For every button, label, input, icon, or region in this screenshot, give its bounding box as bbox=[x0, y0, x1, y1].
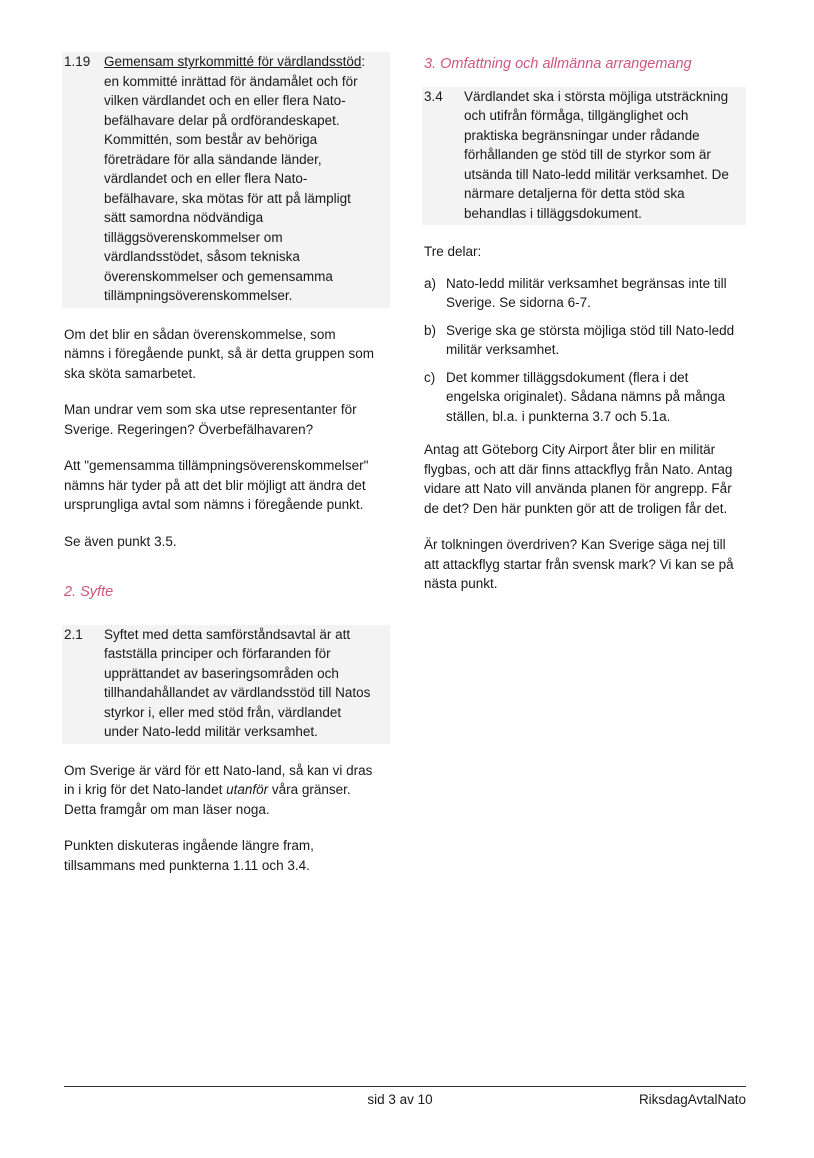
commentary-paragraph: Punkten diskuteras ingående längre fram, tillsammans med punkterna 1.11 och 3.4. bbox=[64, 838, 314, 873]
list-item: b) Sverige ska ge största möjliga stöd till Nato-ledd militär verksamhet. bbox=[424, 321, 746, 360]
section-title: Gemensam styrkommitté för värdlandsstöd bbox=[104, 54, 362, 69]
section-heading-omfattning: 3. Omfattning och allmänna arrangemang bbox=[424, 56, 692, 72]
quote-line: tilläggsöverenskommelser om bbox=[104, 229, 283, 245]
footer-divider bbox=[64, 1086, 746, 1087]
quote-line: en kommitté inrättad för ändamålet och för bbox=[104, 73, 358, 89]
commentary-paragraph: Se även punkt 3.5. bbox=[64, 533, 177, 549]
list-item: c) Det kommer tilläggsdokument (flera i det engelska originalet). Sådana nämns på många ställen, bl.a. i punkterna 3.7 och 5.1a. bbox=[424, 368, 746, 427]
quote-line: tillämpningsöverenskommelser. bbox=[104, 288, 293, 303]
list-letter: a) bbox=[424, 275, 437, 291]
quote-line: överenskommelser och gemensamma bbox=[104, 268, 333, 284]
commentary-paragraph: Är tolkningen överdriven? Kan Sverige säga nej till att attackflyg startar från svensk mark? Vi kan se på nästa punkt. bbox=[424, 537, 734, 591]
emphasis: utanför bbox=[226, 782, 269, 797]
quote-line: befälhavare delar på ordförandeskapet. bbox=[104, 112, 340, 128]
commentary-paragraph: Man undrar vem som ska utse representanter för Sverige. Regeringen? Överbefälhavaren? bbox=[64, 402, 357, 437]
quote-line: företrädare för alla sändande länder, bbox=[104, 151, 322, 167]
section-heading-syfte: 2. Syfte bbox=[64, 584, 114, 600]
list-letter: c) bbox=[424, 369, 436, 385]
quote-line: praktiska begränsningar under rådande bbox=[464, 127, 700, 143]
section-number: 3.4 bbox=[424, 88, 443, 104]
quote-line: Syftet med detta samförståndsavtal är att bbox=[104, 626, 351, 642]
section-number: 1.19 bbox=[64, 54, 91, 69]
section-2-1-quote bbox=[62, 625, 390, 744]
section-3-4-quote bbox=[422, 87, 746, 226]
left-column bbox=[64, 52, 390, 875]
quote-line: förhållanden ge stöd till de styrkor som är bbox=[464, 147, 711, 162]
quote-line: värdlandsstödet, såsom tekniska bbox=[104, 249, 300, 264]
right-column bbox=[424, 52, 746, 594]
quote-line: behandlas i tilläggsdokument. bbox=[464, 205, 642, 221]
commentary-paragraph: Att "gemensamma tillämpningsöverenskommelser" nämns här tyder på att det blir möjligt att ändra det ursprungliga avtal som nämns i föregående punkt. bbox=[64, 458, 369, 512]
quote-line: värdlandet och en eller flera Nato- bbox=[104, 171, 308, 186]
quote-line: Kommittén, som består av behöriga bbox=[104, 132, 318, 147]
commentary-paragraph: Om Sverige är värd för ett Nato-land, så kan vi dras in i krig för det Nato-landet utanför våra gränser. Detta framgår om man läser noga. bbox=[64, 762, 373, 817]
section-number: 2.1 bbox=[64, 626, 83, 642]
quote-line: upprättandet av baseringsområden och bbox=[104, 665, 339, 681]
quote-line: vilken värdlandet och en eller flera Nato- bbox=[104, 93, 346, 108]
commentary-paragraph: Om det blir en sådan överenskommelse, som nämns i föregående punkt, så är detta gruppen som ska sköta samarbetet. bbox=[64, 326, 374, 381]
quote-line: Värdlandet ska i största möjliga utsträckning bbox=[464, 88, 729, 104]
quote-line: tillhandahållandet av värdlandsstöd till Natos bbox=[104, 685, 371, 700]
parts-list bbox=[424, 274, 746, 427]
commentary-paragraph: Antag att Göteborg City Airport åter blir en militär flygbas, och att där finns attackflyg från Nato. Antag vidare att Nato vill använda planen för angrepp. Får de det? Den här punkten gör att de troligen får det. bbox=[424, 442, 733, 516]
section-1-19-quote: 1.19 Gemensam styrkommitté för värdlandsstöd: en kommitté inrättad för ändamålet och för vilken värdlandet och en eller flera Nato- befälhavare delar på ordförandeskapet. Kommittén, som består av behöriga företrädare för alla sändande länder, värdlandet och en eller flera Nato- befälhavare, ska mötas för att på lämpligt sätt samordna nödvändiga tilläggsöverenskommelser om värdlandsstödet, såsom tekniska överenskommelser och gemensamma tillämpningsöverenskommelser. bbox=[62, 52, 390, 308]
quote-line: och utifrån förmåga, tillgänglighet och bbox=[464, 108, 689, 123]
quote-line: under Nato-ledd militär verksamhet. bbox=[104, 724, 318, 739]
quote-line: närmare detaljerna för detta stöd ska bbox=[464, 186, 685, 201]
document-name: RiksdagAvtalNato bbox=[638, 1092, 746, 1107]
quote-line: fastställa principer och förfaranden för bbox=[104, 646, 331, 661]
page-number: sid 3 av 10 bbox=[367, 1092, 433, 1107]
quote-line: utsända till Nato-ledd militär verksamhet. De bbox=[464, 166, 729, 182]
list-letter: b) bbox=[424, 322, 437, 338]
commentary-paragraph: Tre delar: bbox=[424, 244, 482, 259]
quote-line: styrkor i, eller med stöd från, värdlandet bbox=[104, 704, 342, 720]
quote-line: sätt samordna nödvändiga bbox=[104, 210, 264, 225]
list-item: a) Nato-ledd militär verksamhet begränsas inte till Sverige. Se sidorna 6-7. bbox=[424, 274, 746, 313]
quote-line: befälhavare, ska mötas för att på lämpligt bbox=[104, 190, 351, 206]
